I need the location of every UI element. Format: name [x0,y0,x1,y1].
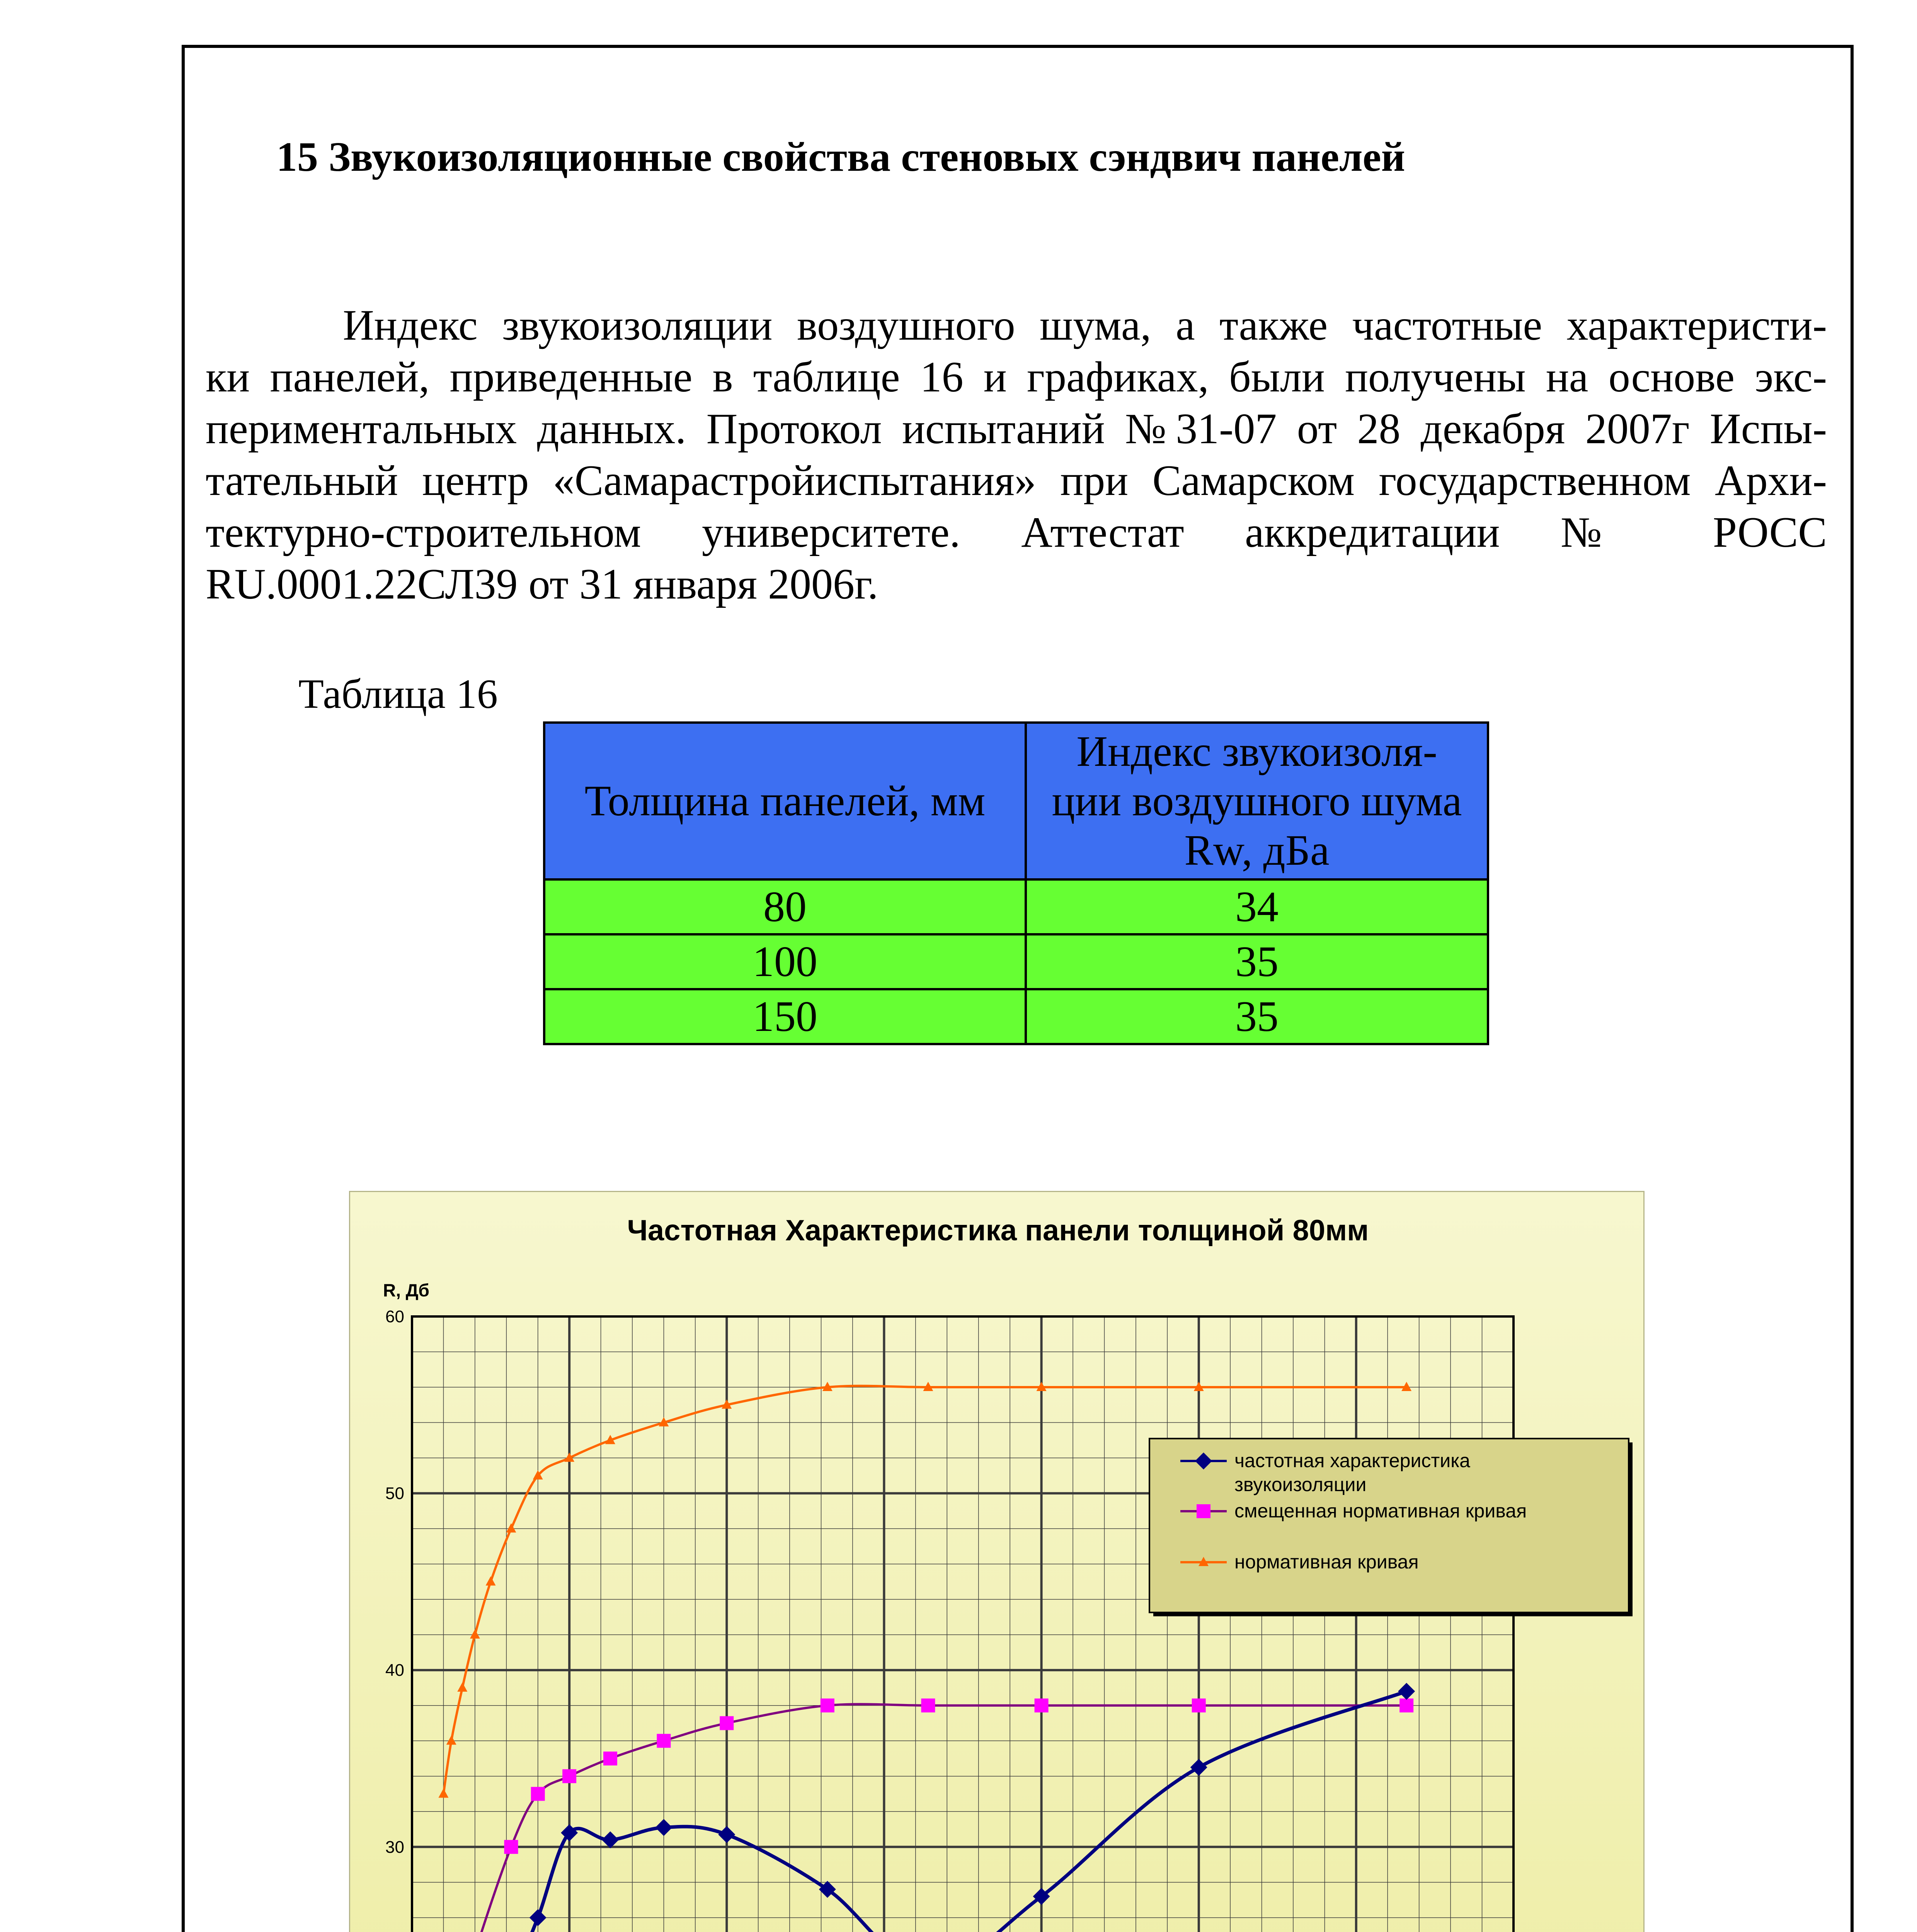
y-axis-label: R, Дб [383,1280,429,1300]
legend-label: смещенная нормативная кривая [1234,1500,1527,1522]
table-cell: 150 [544,989,1026,1044]
table-row [544,989,1488,1044]
table-header-cell: Толщина панелей, мм [544,723,1026,879]
plot-frame [412,1316,1514,1932]
data-point [1398,1683,1415,1700]
data-point [531,1787,545,1801]
data-point [718,1826,735,1843]
table-cell: 35 [1026,989,1488,1044]
data-point [1035,1699,1049,1713]
chart-title: Частотная Характеристика панели толщиной 80мм [627,1214,1369,1247]
table-caption: Таблица 16 [298,671,498,717]
frequency-chart [349,1191,1645,1932]
paragraph-line: RU.0001.22СЛ39 от 31 января 2006г. [206,560,878,608]
legend-label: частотная характеристика [1234,1450,1470,1471]
plot-area [412,1316,1514,1932]
data-point [470,1629,480,1639]
header-line: Rw, дБа [1184,827,1330,874]
data-point [486,1576,496,1585]
table-cell: 80 [544,879,1026,934]
data-point [603,1752,617,1765]
body-paragraph [206,299,1827,610]
y-tick-label: 50 [385,1484,404,1503]
data-point [446,1735,456,1745]
data-point [821,1699,834,1713]
data-point [457,1682,467,1692]
table-header-cell [1026,723,1488,879]
data-point [1190,1759,1207,1776]
data-point [529,1909,546,1926]
y-tick-label: 40 [385,1661,404,1680]
data-point [657,1734,671,1748]
data-point [921,1699,935,1713]
paragraph-line: периментальных данных. Протокол испытаний №31-07 от 28 декабря 2007г Испы- [206,405,1827,453]
legend-label: нормативная кривая [1234,1551,1419,1573]
data-table [543,721,1489,1045]
paragraph-line: ки панелей, приведенные в таблице 16 и графиках, были получены на основе экс- [206,353,1827,401]
paragraph-line: Индекс звукоизоляции воздушного шума, а также частотные характеристи- [343,301,1827,349]
paragraph-line: тательный центр «Самарастройиспытания» при Самарском государственном Архи- [206,457,1827,505]
legend-swatch-marker [1197,1504,1210,1518]
data-point [720,1716,734,1730]
section-title: 15 Звукоизоляционные свойства стеновых сэндвич панелей [276,134,1405,180]
paragraph-line: тектурно-строительном университете. Аттестат аккредитации № РОСС [206,509,1827,556]
data-point [1399,1699,1413,1713]
header-line: Индекс звукоизоля- [1076,728,1437,776]
table-row [544,879,1488,934]
table-header-row [544,723,1488,879]
data-point [655,1819,672,1836]
data-point [438,1789,448,1798]
data-point [504,1840,518,1854]
chart-svg [350,1192,1646,1932]
data-point [1192,1699,1206,1713]
table-cell: 34 [1026,879,1488,934]
table-cell: 100 [544,934,1026,989]
header-line: ции воздушного шума [1052,777,1462,825]
legend-label: звукоизоляции [1234,1474,1367,1495]
table-row [544,934,1488,989]
table-cell: 35 [1026,934,1488,989]
data-point [562,1769,576,1783]
y-tick-label: 60 [385,1307,404,1326]
y-tick-label: 30 [385,1837,404,1857]
data-point [506,1523,516,1532]
